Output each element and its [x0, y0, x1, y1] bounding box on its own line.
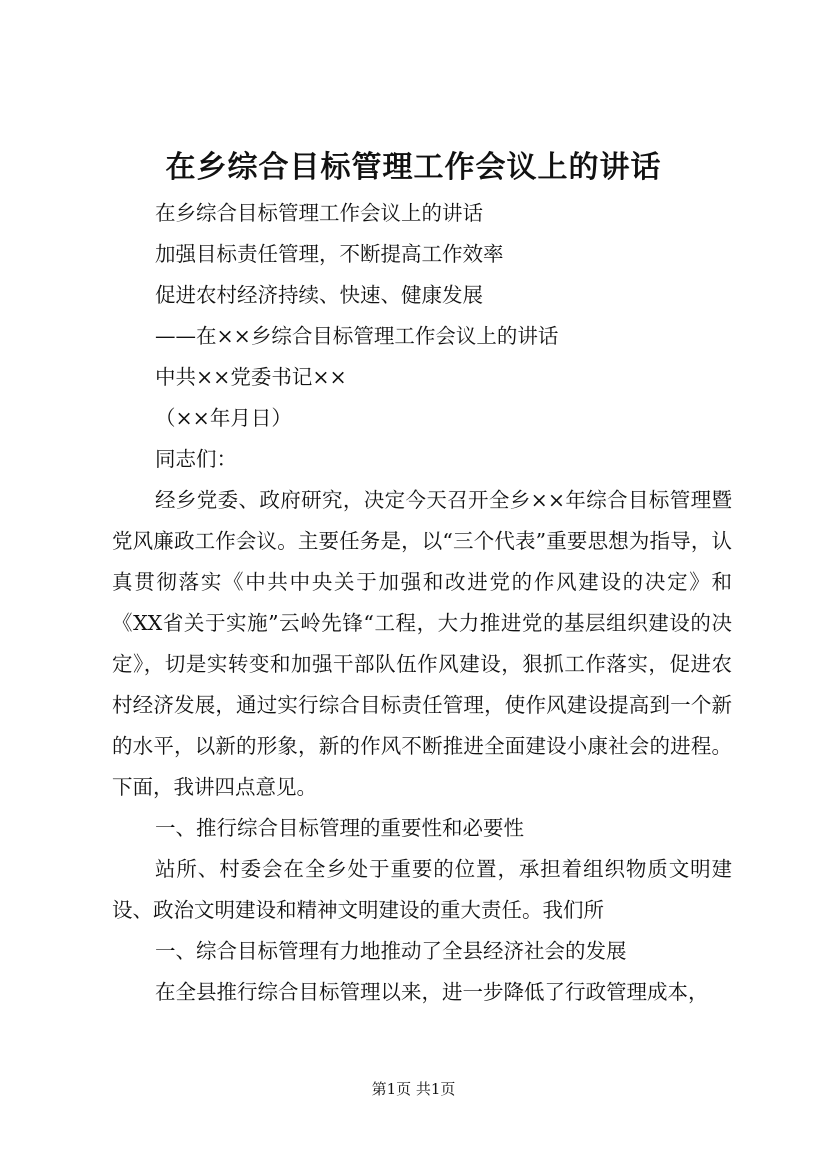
document-title: 在乡综合目标管理工作会议上的讲话 — [165, 150, 662, 185]
paragraph-start: 在全县推行综合目标管理以来，进一步降低了行政管理成本， — [155, 980, 709, 1004]
paragraph-section: 站所、村委会在全乡处于重要的位置，承担着组织物质文明建设、政治文明建设和精神文明建设的重大责任。我们所 — [112, 857, 732, 922]
document-body — [112, 193, 732, 1013]
subtitle-line: 加强目标责任管理，不断提高工作效率 — [155, 242, 504, 266]
speaker-line: 中共××党委书记×× — [155, 365, 347, 389]
section-heading: 一、综合目标管理有力地推动了全县经济社会的发展 — [155, 939, 627, 963]
salutation-line: 同志们： — [155, 447, 237, 471]
subtitle-line: 促进农村经济持续、快速、健康发展 — [155, 283, 483, 307]
section-heading: 一、推行综合目标管理的重要性和必要性 — [155, 816, 524, 840]
page-footer: 第1页 共1页 — [371, 1080, 456, 1098]
speech-origin-line: ——在××乡综合目标管理工作会议上的讲话 — [155, 324, 559, 348]
date-line: （××年月日） — [155, 406, 292, 430]
subtitle-line: 在乡综合目标管理工作会议上的讲话 — [155, 201, 483, 225]
paragraph-intro: 经乡党委、政府研究，决定今天召开全乡××年综合目标管理暨党风廉政工作会议。主要任务是，以“三个代表”重要思想为指导，认真贯彻落实《中共中央关于加强和改进党的作风建设的决定》和《XX省关于实施”云岭先锋“工程，大力推进党的基层组织建设的决定》，切是实转变和加强干部队伍作风建设，狠抓工作落实，促进农村经济发展，通过实行综合目标责任管理，使作风建设提高到一个新的水平，以新的形象，新的作风不断推进全面建设小康社会的进程。下面，我讲四点意见。 — [112, 488, 732, 799]
